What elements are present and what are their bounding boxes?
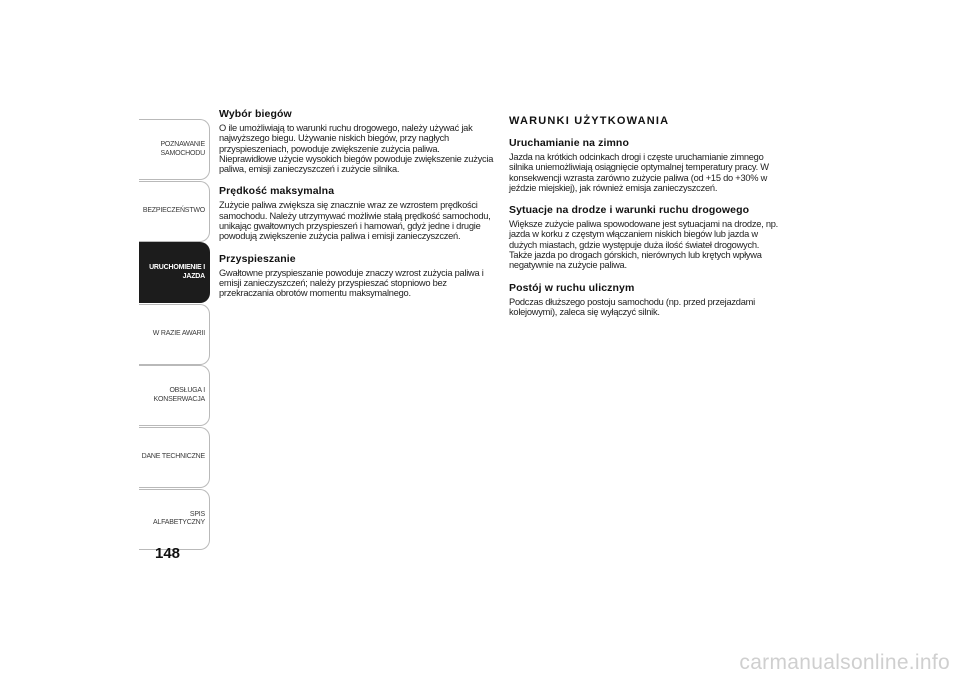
section-text-road-conditions: Większe zużycie paliwa spowodowane jest sytuacjami na drodze, np. jazda w korku z częstym włączaniem niskich biegów lub jazda w dużych miastach, gdzie występuje duża ilość świateł drogowych. Także jazda po drogach górskich, nierównych lub krętych wpływa negatywnie na zużycie paliwa.: [509, 219, 778, 271]
page-number: 148: [155, 545, 181, 562]
chapter-sidebar: [139, 119, 210, 550]
section-heading-traffic-stop: Postój w ruchu ulicznym: [509, 281, 635, 294]
tab-w-razie-awarii[interactable]: W RAZIE AWARII: [139, 304, 210, 365]
section-heading-cold-start: Uruchamianie na zimno: [509, 137, 629, 149]
section-text-traffic-stop: Podczas dłuższego postoju samochodu (np. przed przejazdami kolejowymi), zaleca się wyłączyć silnik.: [509, 296, 755, 317]
section-text-max-speed: Zużycie paliwa zwiększa się znacznie wraz ze wzrostem prędkości samochodu. Należy utrzymywać możliwie stałą prędkość samochodu, unikając gwałtownych przyspieszeń i hamowań, gdyż jedne i drugie powodują zwiększenie zużycia paliwa i emisji zanieczyszczeń.: [219, 200, 491, 242]
left-column: [219, 108, 494, 310]
tab-spis-alfabetyczny[interactable]: SPIS ALFABETYCZNY: [139, 489, 210, 550]
right-column: [509, 108, 784, 328]
main-heading: WARUNKI UŻYTKOWANIA: [509, 115, 670, 127]
section-heading-max-speed: Prędkość maksymalna: [219, 185, 335, 198]
section-heading-gear-selection: Wybór biegów: [219, 108, 292, 120]
tab-obsluga-i-konserwacja[interactable]: OBSŁUGA I KONSERWACJA: [139, 365, 210, 426]
tab-poznawanie-samochodu[interactable]: POZNAWANIE SAMOCHODU: [139, 119, 210, 180]
section-text-gear-selection: O ile umożliwiają to warunki ruchu drogowego, należy używać jak najwyższego biegu. Używanie niskich biegów, przy nagłych przyspieszeniach, powoduje zwiększenie zużycia paliwa. Nieprawidłowe użycie wysokich biegów powoduje zwiększenie zużycia paliwa, emisji zanieczyszczeń i zużycie silnika.: [219, 123, 494, 175]
section-heading-road-conditions: Sytuacje na drodze i warunki ruchu drogowego: [509, 204, 750, 217]
section-heading-acceleration: Przyspieszanie: [219, 252, 296, 265]
watermark: carmanualsonline.info: [739, 651, 950, 674]
tab-bezpieczenstwo[interactable]: BEZPIECZEŃSTWO: [139, 181, 210, 242]
tab-dane-techniczne[interactable]: DANE TECHNICZNE: [139, 427, 210, 488]
tab-uruchomienie-i-jazda[interactable]: URUCHOMIENIE I JAZDA: [139, 242, 210, 303]
section-text-acceleration: Gwałtowne przyspieszanie powoduje znaczy wzrost zużycia paliwa i emisji zanieczyszczeń; należy przyspieszać stopniowo bez przekraczania obrotów momentu maksymalnego.: [219, 267, 484, 299]
section-text-cold-start: Jazda na krótkich odcinkach drogi i częste uruchamianie zimnego silnika uniemożliwiają osiągnięcie optymalnej temperatury pracy. W konsekwencji wzrasta zarówno zużycie paliwa (od +15 do +30% w jeździe miejskiej), jak również emisja zanieczyszczeń.: [509, 152, 769, 193]
